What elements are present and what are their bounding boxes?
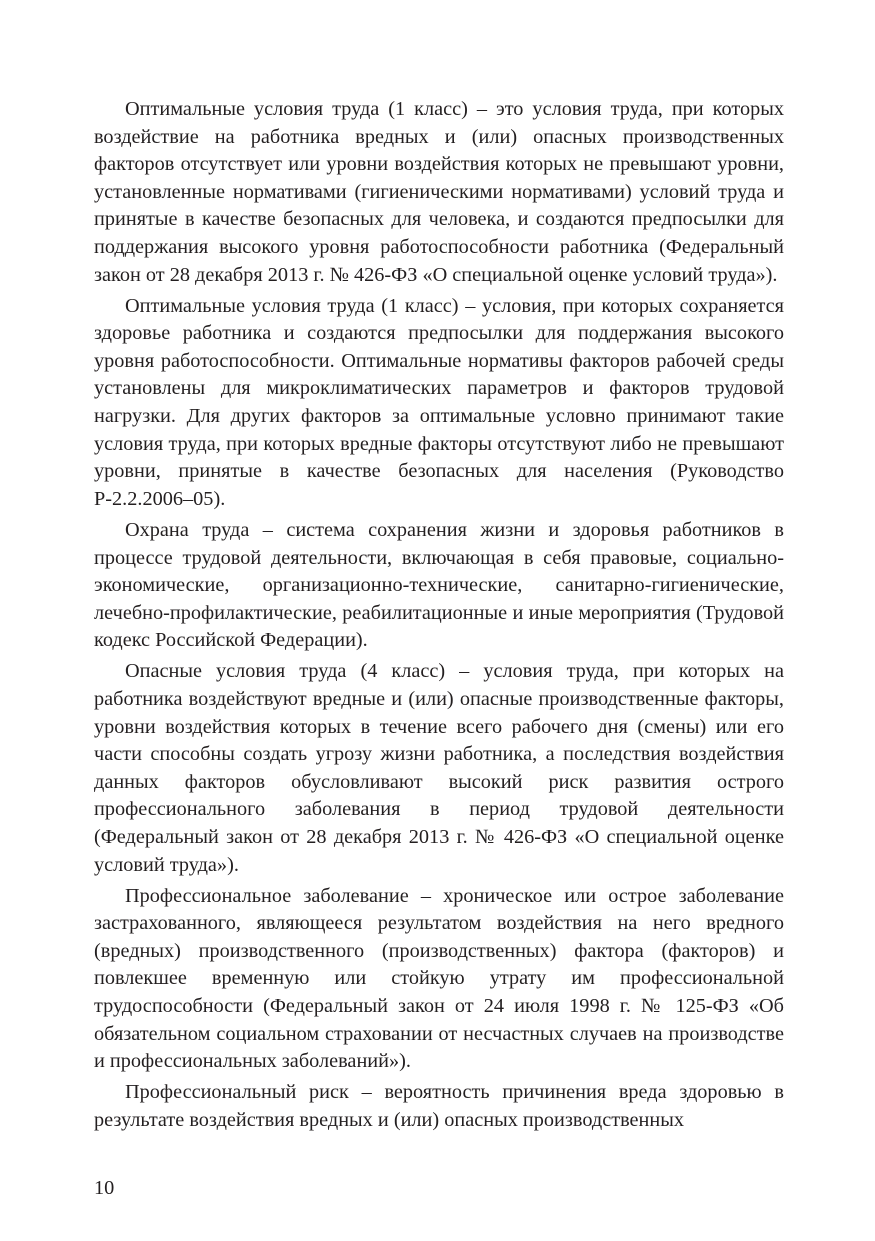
paragraph-optimal-conditions-definition-1: Оптимальные условия труда (1 класс) – это условия труда, при которых воздействие на работника вредных и (или) опасных производственных факторов отсутствует или уровни воздействия которых не превышают уровни, установленные нормативами (гигиеническими нормативами) условий труда и принятые в качестве безопасных для человека, и создаются предпосылки для поддержания высокого уровня работоспособности работника (Федеральный закон от 28 декабря 2013 г. № 426-ФЗ «О специальной оценке условий труда»). — [94, 98, 784, 286]
page-number: 10 — [94, 1177, 115, 1199]
paragraph-occupational-risk: Профессиональный риск – вероятность причинения вреда здоровью в результате воздействия вредных и (или) опасных производственных — [94, 1081, 784, 1131]
paragraph-optimal-conditions-definition-2: Оптимальные условия труда (1 класс) – условия, при которых сохраняется здоровье работника и создаются предпосылки для поддержания высокого уровня работоспособности. Оптимальные нормативы факторов рабочей среды установлены для микроклиматических параметров и факторов трудовой нагрузки. Для других факторов за оптимальные условно принимают такие условия труда, при которых вредные факторы отсутствуют либо не превышают уровни, принятые в качестве безопасных для населения (Руководство Р-2.2.2006–05). — [94, 294, 784, 510]
paragraph-labor-protection: Охрана труда – система сохранения жизни и здоровья работников в процессе трудовой деятельности, включающая в себя правовые, социально-экономические, организационно-технические, санитарно-гигиенические, лечебно-профилактические, реабилитационные и иные мероприятия (Трудовой кодекс Российской Федерации). — [94, 518, 784, 652]
paragraph-hazardous-conditions: Опасные условия труда (4 класс) – условия труда, при которых на работника воздействуют вредные и (или) опасные производственные факторы, уровни воздействия которых в течение всего рабочего дня (смены) или его части способны создать угрозу жизни работника, а последствия воздействия данных факторов обусловливают высокий риск развития острого профессионального заболевания в период трудовой деятельности (Федеральный закон от 28 декабря 2013 г. № 426-ФЗ «О специальной оценке условий труда»). — [94, 660, 784, 876]
paragraph-occupational-disease: Профессиональное заболевание – хроническое или острое заболевание застрахованного, являющееся результатом воздействия на него вредного (вредных) производственного (производственных) фактора (факторов) и повлекшее временную или стойкую утрату им профессиональной трудоспособности (Федеральный закон от 24 июля 1998 г. № 125-ФЗ «Об обязательном социальном страховании от несчастных случаев на производстве и профессиональных заболеваний»). — [94, 884, 784, 1073]
page-body — [94, 96, 784, 1138]
